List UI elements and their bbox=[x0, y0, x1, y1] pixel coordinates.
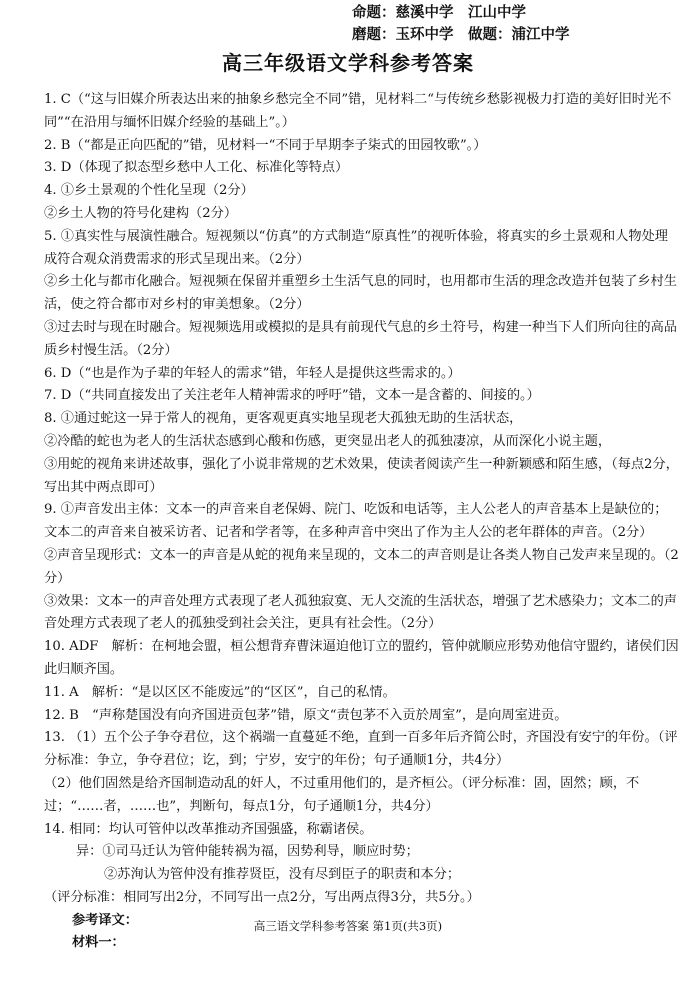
answer-q9-point3: ③效果：文本一的声音处理方式表现了老人孤独寂寞、无人交流的生活状态，增强了艺术感染力；文本二的声音处理方式表现了老人的孤独受到社会关注，更具有社会性。（2分） bbox=[44, 593, 677, 632]
answer-q13-part1: 13. （1）五个公子争夺君位，这个祸端一直蔓延不绝，直到一百多年后齐简公时，齐国没有安宁的年份。（评分标准：争立，争夺君位；讫，到；宁岁，安宁的年份；句子通顺1分，共4分） bbox=[44, 730, 678, 769]
answer-content bbox=[44, 89, 680, 955]
answer-q4-point1: 4. ①乡土景观的个性化呈现（2分） bbox=[44, 183, 254, 199]
answer-q10: 10. ADF 解析：在柯地会盟，桓公想背弃曹沫逼迫他订立的盟约，管仲就顺应形势劝他信守盟约，诸侯们因此归顺齐国。 bbox=[44, 639, 679, 677]
credits-line-setters: 命题：慈溪中学 江山中学 bbox=[352, 4, 526, 21]
reference-material1-label: 材料一： bbox=[72, 935, 125, 951]
answer-q1: 1. C（“这与旧媒介所表达出来的抽象乡愁完全不同”错，见材料二“与传统乡愁影视极力打造的美好旧时光不同”“在沿用与缅怀旧媒介经验的基础上”。） bbox=[44, 92, 672, 130]
answer-q12: 12. B “声称楚国没有向齐国进贡包茅”错，原文“责包茅不入贡於周室”，是向周室进贡。 bbox=[44, 707, 568, 723]
answer-q4-point2: ②乡土人物的符号化建构（2分） bbox=[44, 205, 238, 221]
answer-q3: 3. D（体现了拟态型乡愁中人工化、标准化等特点） bbox=[44, 160, 349, 176]
answer-q5-point1: 5. ①真实性与展演性融合。短视频以“仿真”的方式制造“原真性”的视听体验，将真实的乡土景观和人物处理成符合观众消费需求的形式呈现出来。（2分） bbox=[44, 228, 668, 267]
answer-q8-point2: ②冷酷的蛇也为老人的生活状态感到心酸和伤感，更突显出老人的孤独凄凉，从而深化小说主题， bbox=[44, 433, 612, 449]
answer-q14-diff-point2: ②苏洵认为管仲没有推荐贤臣，没有尽到臣子的职责和本分； bbox=[104, 867, 461, 883]
answer-q9-point2: ②声音呈现形式：文本一的声音是从蛇的视角来呈现的，文本二的声音则是让各类人物自己发声来呈现的。（2分） bbox=[44, 547, 679, 586]
answer-q5-point2: ②乡土化与都市化融合。短视频在保留并重塑乡土生活气息的同时，也用都市生活的理念改造并包装了乡村生活，使之符合都市对乡村的审美想象。（2分） bbox=[44, 274, 677, 313]
page-title: 高三年级语文学科参考答案 bbox=[222, 51, 474, 75]
answer-q7: 7. D（“共同直接发出了关注老年人精神需求的呼吁”错，文本一是含蓄的、间接的。） bbox=[44, 388, 540, 404]
answer-q9-point1: 9. ①声音发出主体：文本一的声音来自老保姆、院门、吃饭和电话等，主人公老人的声音基本上是缺位的；文本二的声音来自被采访者、记者和学者等，在多种声音中突出了作为主人公的老年群体的声音。（2分） bbox=[44, 502, 668, 541]
answer-q14-scoring: （评分标准：相同写出2分，不同写出一点2分，写出两点得3分，共5分。） bbox=[44, 889, 480, 905]
answer-q13-part2: （2）他们固然是给齐国制造动乱的奸人，不过重用他们的，是齐桓公。（评分标准：固，固然；顾，不过；“……者，……也”，判断句，每点1分，句子通顺1分，共4分） bbox=[44, 775, 640, 814]
answer-q14-same: 14. 相同：均认可管仲以改革推动齐国强盛，称霸诸侯。 bbox=[44, 821, 373, 837]
answer-q2: 2. B（“都是正向匹配的”错，见材料一“不同于早期李子柒式的田园牧歌”。） bbox=[44, 137, 487, 153]
page-footer: 高三语文学科参考答案 第1页(共3页) bbox=[253, 919, 443, 933]
answer-q14-diff-point1: 异：①司马迁认为管仲能转祸为福，因势利导，顺应时势； bbox=[76, 844, 419, 860]
answer-q11: 11. A 解析：“是以区区不能废远”的“区区”，自己的私情。 bbox=[44, 684, 396, 700]
credits-line-reviewers: 磨题：玉环中学 做题：浦江中学 bbox=[352, 26, 570, 43]
exam-credits bbox=[352, 2, 570, 46]
answer-q8-point1: 8. ①通过蛇这一异于常人的视角，更客观更真实地呈现老大孤独无助的生活状态， bbox=[44, 411, 523, 427]
answer-q6: 6. D（“也是作为子辈的年轻人的需求”错，年轻人是提供这些需求的。） bbox=[44, 365, 461, 381]
answer-q5-point3: ③过去时与现在时融合。短视频选用或模拟的是具有前现代气息的乡土符号，构建一种当下人们所向往的高品质乡村慢生活。（2分） bbox=[44, 319, 677, 358]
answer-q8-point3: ③用蛇的视角来讲述故事，强化了小说非常规的艺术效果，使读者阅读产生一种新颖感和陌生感，（每点2分，写出其中两点即可） bbox=[44, 456, 679, 495]
reference-translation-heading: 参考译文： bbox=[72, 912, 138, 928]
